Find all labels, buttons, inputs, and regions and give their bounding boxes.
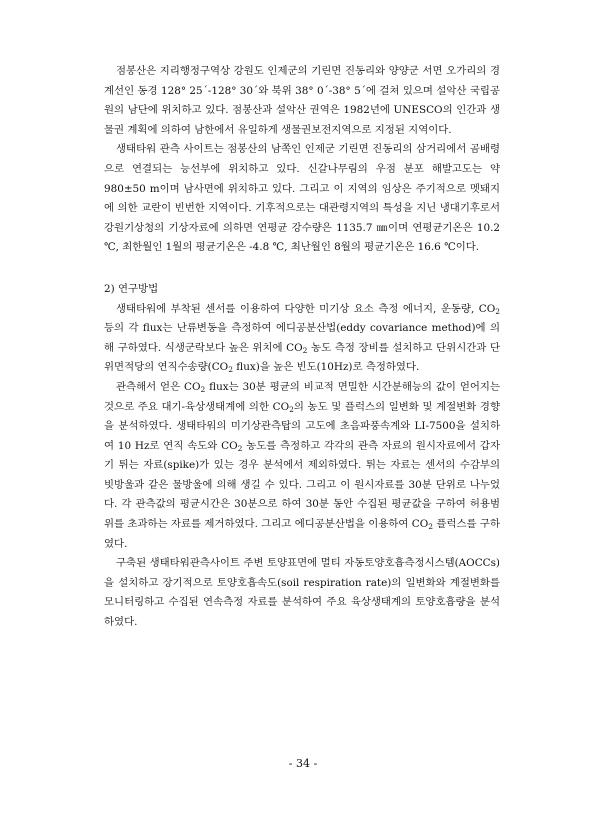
paragraph-soil-respiration <box>104 554 500 632</box>
paragraph-text: 생태타워에 부착된 센서를 이용하여 다양한 미기상 요소 측정 에너지, 운동량, CO <box>116 302 496 315</box>
subscript: 2 <box>228 365 233 375</box>
section-gap <box>104 258 500 280</box>
paragraph-text: 관측해서 얻은 CO <box>116 380 201 393</box>
paragraph-text: 농도 측정 장비를 설치하고 단위시간과 단위면적당의 연직수송량(CO <box>104 341 501 374</box>
subscript: 2 <box>428 522 434 532</box>
paragraph-flux-method <box>104 300 500 378</box>
paragraph-site <box>104 140 500 258</box>
paragraph-text: 등의 각 flux는 난류변동을 측정하여 에디공분산법(eddy covariance method)에 의해 구하였다. 식생군락보다 높은 위치에 CO <box>104 322 500 354</box>
subscript: 2 <box>302 345 308 355</box>
subscript: 2 <box>495 306 500 316</box>
paragraph-text: 구축된 생태타워관측사이트 주변 토양표면에 멀티 자동토양호흡측정시스템(AOCCs)을 설치하고 장기적으로 토양호흡속도(soil respiration rate)의 일변화와 계절변화를 모니터링하고 수집된 연속측정 자료를 분석하여 주요 육상생태계의 토양호흡량을 분석하였다. <box>104 557 500 629</box>
page-number: - 34 - <box>288 757 318 770</box>
section-heading: 2) 연구방법 <box>104 282 159 295</box>
subscript: 2 <box>289 404 294 414</box>
paragraph-text: 점봉산은 지리행정구역상 강원도 인제군의 기린면 진동리와 양양군 서면 오가리의 경계선인 동경 128° 25´-128° 30´와 북위 38° 0´-38° 5´에 걸쳐 있으며 설악산 국립공원의 남단에 위치하고 있다. 점봉산과 설악산 권역은 1982년에 UNESCO의 인간과 생물권 계획에 의하여 남한에서 유일하게 생물권보전지역으로 지정된 지역이다. <box>104 65 500 136</box>
paragraph-text: flux)을 높은 빈도(10Hz)로 측정하였다. <box>232 361 420 374</box>
paragraph-text: flux는 30분 평균의 비교적 면밀한 시간분해능의 값이 얻어지는 것으로 주요 대기-육상생태계에 의한 CO <box>104 380 500 413</box>
paragraph-text: 농도를 측정하고 각각의 관측 자료의 원시자료에서 갑자기 튀는 자료(spike)가 있는 경우 분석에서 제외하였다. 튀는 자료는 센서의 수감부의 빗방울과 같은 물방울에 의해 생길 수 있다. 그리고 이 원시자료를 30분 단위로 나누었다. 각 관측값의 평균시간은 30분으로 하여 30분 동안 수집된 평균값을 구하여 허용범위를 초과하는 자료를 제거하였다. 그리고 에디공분산법을 이용하여 CO <box>104 439 500 531</box>
subscript: 2 <box>200 384 206 394</box>
paragraph-text: 플럭스를 구하였다. <box>104 518 500 550</box>
paragraph-text: 의 농도 및 플럭스의 일변화 및 계절변화 경향을 분석하였다. 생태타워의 미기상관측탑의 고도에 초음파풍속계와 LI-7500을 설치하여 10 Hz로 연직 속도와 CO <box>104 400 501 452</box>
body-text <box>104 62 500 633</box>
paragraph-analysis <box>104 378 500 554</box>
subscript: 2 <box>237 443 243 453</box>
paragraph-location <box>104 62 500 140</box>
paragraph-text: 생태타워 관측 사이트는 점봉산의 남쪽인 인제군 기린면 진동리의 삼거리에서 곰배령으로 연결되는 능선부에 위치하고 있다. 신갈나무림의 우점 분포 해발고도는 약 980±50 m이며 남사면에 위치하고 있다. 그리고 이 지역의 임상은 주기적으로 멧돼지에 의한 교란이 빈번한 지역이다. 기후적으로는 대관령지역의 특성을 지닌 냉대기후로서 강원기상청의 기상자료에 의하면 연평균 강수량은 1135.7 ㎜이며 연평균기온은 10.2 ℃, 최한월인 1월의 평균기온은 ‐4.8 ℃, 최난월인 8월의 평균기온은 16.6 ℃이다. <box>104 143 500 254</box>
